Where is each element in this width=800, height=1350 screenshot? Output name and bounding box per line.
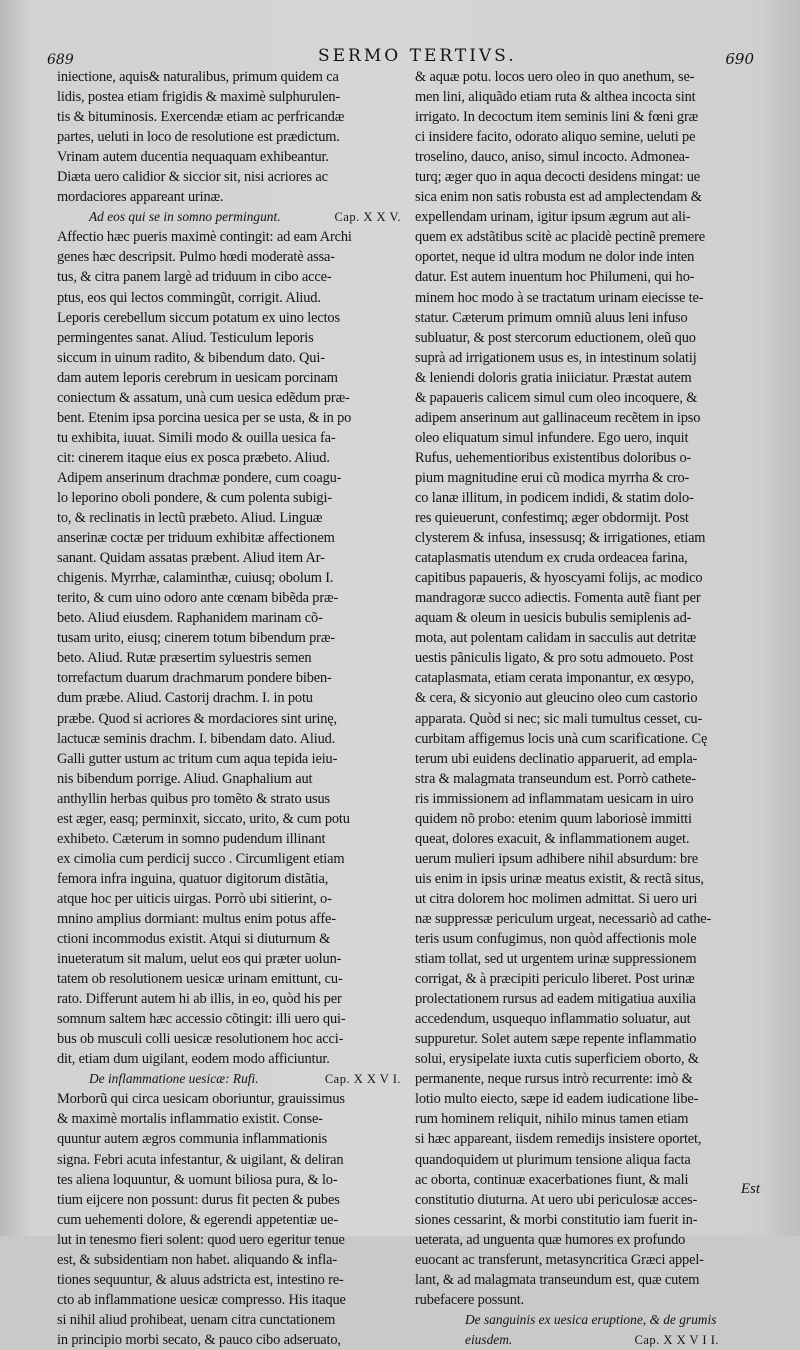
text-line: aquam & oleum in uesicis bubulis semiplenis ad- [415, 610, 692, 627]
text-line: uestis pãniculis ligato, & pro sotu admoueto. Post [415, 650, 694, 667]
text-line: expellendam urinam, igitur ipsum ægrum aut ali- [415, 209, 691, 226]
text-line: est æger, easq; perminxit, siccato, urito, & cum potu [57, 810, 350, 827]
chapter-heading [57, 1069, 409, 1089]
text-line: coniectum & assatum, unà cum uesica edẽdum præ- [57, 389, 350, 406]
text-line: ctioni incommodus existit. Atqui si diuturnum & [57, 931, 331, 948]
text-line: pium magnitudine erui cũ modica myrrha & cro- [415, 469, 690, 486]
text-line: Leporis cerebellum siccum potatum ex uino lectos [57, 309, 340, 326]
text-line: tiones sequuntur, & aluus adstricta est, intestino re- [57, 1271, 344, 1288]
text-line: adipem anserinum aut gallinaceum recẽtem in ipso [415, 409, 701, 426]
text-line: accedendum, usquequo inflammatio soluatur, aut [415, 1011, 691, 1028]
text-line: & leniendi doloris gratia iniiciatur. Præstat autem [415, 369, 692, 386]
text-line: Diæta uero calidior & siccior sit, nisi acriores ac [57, 169, 328, 186]
catchword: Est [740, 1181, 760, 1197]
chapter-heading [415, 1310, 767, 1330]
text-line: & cera, & sicyonio aut gleucino oleo cum castorio [415, 690, 698, 707]
text-line: Galli gutter ustum ac tritum cum aqua tepida ieiu- [57, 750, 338, 767]
text-line: & aquæ potu. locos uero oleo in quo anethum, se- [415, 69, 695, 85]
text-line: rum hominem reliquit, nihilo minus tamen etiam [415, 1111, 689, 1128]
text-line: tu exhibita, iuuat. Simili modo & ouilla uesica fa- [57, 429, 336, 446]
text-line: quuntur autem ægros communia inflammationis [57, 1131, 328, 1148]
text-line: uis enim in ipsis urinæ meatus existit, & rectã situs, [415, 870, 704, 887]
text-line: terum ubi euidens declinatio apparuerit, ad empla- [415, 750, 698, 767]
text-line: subluatur, & post stercorum eductionem, oleũ quo [415, 329, 696, 346]
text-line: datur. Est autem inuentum hoc Philumeni, qui ho- [415, 269, 695, 286]
text-line: Affectio hæc pueris maximè contingit: ad eam Archi [57, 229, 352, 246]
right-column [415, 67, 767, 1350]
text-line: rubefacere possunt. [415, 1291, 525, 1308]
text-line: Morborũ qui circa uesicam oboriuntur, grauissimus [57, 1091, 345, 1108]
text-line: inueteratum sit malum, uelut eos qui præter uolun- [57, 951, 342, 968]
chapter-heading [415, 1330, 767, 1350]
text-line: to, & reclinatis in lectũ præbeto. Aliud. Linguæ [57, 510, 323, 527]
text-line: in principio morbi secato, & pauco cibo adseruato, [57, 1331, 341, 1348]
text-line: mota, aut polentam calidam in sacculis aut detritæ [415, 630, 697, 647]
text-line: Adipem anserinum drachmæ pondere, cum coagu- [57, 469, 342, 486]
text-line: cataplasmata, etiam cerata imponantur, ex œsypo, [415, 670, 695, 687]
text-line: bus ob musculi colli uesicæ resolutionem hoc acci- [57, 1031, 344, 1048]
text-line: lo leporino oboli pondere, & cum polenta subigi- [57, 489, 332, 506]
text-line: prolectationem rursus ad eadem mitigatiua auxilia [415, 991, 696, 1008]
text-line: permingentes sanat. Aliud. Testiculum leporis [57, 329, 314, 346]
text-line: genes hæc descripsit. Pulmo hœdi moderatè assa- [57, 249, 335, 266]
text-line: siones cessarint, & morbi constitutio iam fuerit in- [415, 1211, 698, 1228]
text-line: turq; æger quo in aqua decocti desidens mingat: ue [415, 169, 701, 186]
text-line: sica enim non satis robusta est ad amplectendam & [415, 189, 702, 206]
text-line: minem hoc modo à se tractatum urinam eiecisse te- [415, 289, 704, 306]
text-line: oportet, neque id ultra modum ne dolor inde inten [415, 249, 695, 266]
text-line: anserinæ coctæ per triduum exhibitæ affectionem [57, 530, 335, 547]
text-line: siccum in uinum radito, & bibendum dato. Qui- [57, 349, 325, 366]
text-line: somnum saltem hæc accessio cõtingit: illi uero qui- [57, 1011, 346, 1028]
chapter-title: eiusdem. [465, 1331, 513, 1347]
text-line: cit: cinerem itaque eius ex posca præbeto. Aliud. [57, 449, 330, 466]
text-line: cataplasmatis utendum ex cruda ordeacea farina, [415, 550, 688, 567]
chapter-number: Cap. X X V I. [324, 1072, 401, 1087]
text-line: terito, & cum uino odoro ante cœnam bibẽda præ- [57, 590, 339, 607]
text-line: & papaueris calicem simul cum oleo incoquere, & [415, 389, 698, 406]
text-line: ueterata, ad unguenta quæ humores ex profundo [415, 1231, 686, 1248]
chapter-title: De inflammatione uesicæ: Rufi. [89, 1071, 259, 1087]
text-line: signa. Febri acuta infestantur, & uigilant, & deliran [57, 1151, 344, 1168]
text-line: iniectione, aquis& naturalibus, primum quidem ca [57, 69, 339, 85]
text-line: ci insidere facito, odorato aliquo semine, ueluti pe [415, 129, 696, 146]
text-line: lactucæ seminis drachm. I. bibendam dato. Aliud. [57, 730, 336, 747]
text-line: est, & subsidentiam non habet. aliquando & infla- [57, 1251, 338, 1268]
text-line: clysterem & infusa, insessusq; & irrigationes, etiam [415, 530, 706, 547]
text-line: chigenis. Myrrhæ, calaminthæ, cuiusq; obolum I. [57, 570, 334, 587]
text-line: dam autem leporis cerebrum in uesicam porcinam [57, 369, 338, 386]
text-line: res quieuerunt, confestimq; æger obdormijt. Post [415, 510, 689, 527]
chapter-number: Cap. X X V I I. [634, 1332, 719, 1347]
text-line: rato. Differunt autem hi ab illis, in eo, quòd his per [57, 991, 342, 1008]
text-line: apparata. Quòd si nec; sic mali tumultus cesset, cu- [415, 710, 703, 727]
text-line: atque hoc per uiticis uirgas. Porrò ubi sitierint, o- [57, 890, 332, 907]
text-line: tus, & citra panem largè ad triduum in cibo acce- [57, 269, 332, 286]
text-line: dum præbe. Aliud. Castorij drachm. I. in potu [57, 690, 313, 707]
text-line: Rufus, uehementioribus existentibus doloribus o- [415, 449, 692, 466]
text-line: troselino, dauco, aniso, simul incocto. Admonea- [415, 149, 690, 166]
text-line: ris immissionem ad inflammatam uesicam in uiro [415, 790, 694, 807]
text-line: bent. Etenim ipsa porcina uesica per se usta, & in po [57, 409, 352, 426]
text-line: statur. Cæterum primum omniũ aluus leni infuso [415, 309, 688, 326]
text-line: ex cimolia cum perdicij succo . Circumligent etiam [57, 850, 345, 867]
text-line: quandoquidem ut plurimum tensione aliqua facta [415, 1151, 691, 1168]
text-line: permanente, neque rursus intrò recurrente: imò & [415, 1071, 693, 1088]
text-line: euocant ac transferunt, metasyncritica Græci appel- [415, 1251, 704, 1268]
text-line: & maximè mortalis inflammatio existit. Conse- [57, 1111, 323, 1128]
text-line: anthyllin herbas quibus pro tomẽto & strato usus [57, 790, 330, 807]
text-line: ut citra dolorem hoc molimen admittat. Si uero uri [415, 890, 698, 907]
text-line: præbe. Quod si acriores & mordaciores sint urinę, [57, 710, 337, 727]
text-line: tes aliena loquuntur, & uomunt biliosa pura, & lo- [57, 1171, 338, 1188]
text-line: lut in tenesmo fieri solent: quod uero egeritur tenue [57, 1231, 345, 1248]
text-line: men lini, aliquãdo etiam ruta & althea incocta sint [415, 89, 696, 106]
text-line: co lanæ illitum, in podicem indidi, & statim dolo- [415, 489, 694, 506]
chapter-title: Ad eos qui se in somno permingunt. [89, 209, 281, 225]
running-title: SERMO TERTIVS. [318, 46, 517, 66]
text-line: quem ex adstãtibus scitè ac placidè pectinẽ premere [415, 229, 706, 246]
text-line: stiam tollat, sed ut urgentem urinæ suppressionem [415, 951, 697, 968]
text-line: femora infra inguina, quatuor digitorum distãtia, [57, 870, 329, 887]
chapter-heading [57, 207, 409, 227]
text-line: tusam urito, eiusq; cinerem totum bibendum præ- [57, 630, 335, 647]
text-line: capitibus papaueris, & hyoscyami folijs, ac modico [415, 570, 703, 587]
text-line: næ suppressæ periculum urgeat, necessariò ad cathe- [415, 910, 712, 927]
text-line: lotio multo eiecto, sæpe id eadem iudicatione libe- [415, 1091, 699, 1108]
text-line: curbitam affigemus locis unà cum scarificatione. Cę [415, 730, 708, 747]
text-line: tis & bituminosis. Exercendæ etiam ac perfricandæ [57, 109, 345, 126]
text-line: tatem ob resolutionem uesicæ urinam emittunt, cu- [57, 971, 343, 988]
text-line: partes, ueluti in loco de resolutione est prædictum. [57, 129, 340, 146]
text-line: lidis, postea etiam frigidis & maximè sulphurulen- [57, 89, 341, 106]
text-line: cto ab inflammatione uesicæ compresso. His itaque [57, 1291, 346, 1308]
chapter-title: De sanguinis ex uesica eruptione, & de grumis [465, 1311, 717, 1327]
text-line: Vrinam autem ducentia nequaquam exhibeantur. [57, 149, 329, 166]
text-line: tium eijcere non possunt: durus fit pecten & pubes [57, 1191, 340, 1208]
text-line: exhibeto. Cæterum in somno pudendum illinant [57, 830, 326, 847]
left-column [57, 67, 409, 1350]
text-line: mordaciores appareant urinæ. [57, 189, 224, 206]
text-line: solui, erysipelate iuxta cutis superficiem oborto, & [415, 1051, 699, 1068]
text-line: dit, etiam dum uigilant, eodem modo afficiuntur. [57, 1051, 330, 1068]
text-line: ptus, eos qui lectos commingũt, corrigit. Aliud. [57, 289, 321, 306]
text-line: si nihil aliud prohibeat, uenam citra cunctationem [57, 1311, 336, 1328]
text-line: si hæc appareant, iisdem remedijs insistere oportet, [415, 1131, 702, 1148]
text-line: queat, dolores exacuit, & inflammationem auget. [415, 830, 690, 847]
text-line: ac oborta, continuæ exacerbationes fiunt, & mali [415, 1171, 689, 1188]
text-line: mandragoræ succo adiectis. Fomenta autẽ fiant per [415, 590, 701, 607]
text-line: mnino amplius dormiant: multus enim potus affe- [57, 910, 336, 927]
page-number-left: 689 [47, 52, 74, 68]
text-line: suprà ad irrigationem usus es, in intestinum solatij [415, 349, 697, 366]
text-line: beto. Aliud eiusdem. Raphanidem marinam cõ- [57, 610, 323, 627]
text-line: constitutio diuturna. At uero ubi periculosæ acces- [415, 1191, 698, 1208]
text-line: sanant. Quidam assatas præbent. Aliud item Ar- [57, 550, 325, 567]
text-line: uerum mulieri ipsum adhibere nihil absurdum: bre [415, 850, 698, 867]
text-line: suppuretur. Solet autem sæpe repente inflammatio [415, 1031, 697, 1048]
chapter-number: Cap. X X V. [334, 210, 401, 225]
page-number-right: 690 [725, 50, 754, 68]
text-line: nis bibendum porrige. Aliud. Gnaphalium aut [57, 770, 313, 787]
text-line: cum uehementi dolore, & egerendi appetentiæ ue- [57, 1211, 339, 1228]
text-line: teris usum confugimus, non quòd affectionis mole [415, 931, 697, 948]
text-line: lant, & ad malagmata transeundum est, quæ cutem [415, 1271, 700, 1288]
text-line: irrigato. In decoctum item seminis lini & fœni græ [415, 109, 699, 126]
text-line: stra & malagmata transeundum est. Porrò cathete- [415, 770, 696, 787]
text-line: oleo eliquatum simul infundere. Ego uero, inquit [415, 429, 689, 446]
text-line: torrefactum duarum drachmarum pondere biben- [57, 670, 332, 687]
text-line: quidem nõ probo: etenim quum laboriosè immitti [415, 810, 692, 827]
text-line: corrigat, & à præcipiti periculo liberet. Post urinæ [415, 971, 695, 988]
text-line: beto. Aliud. Rutæ præsertim syluestris semen [57, 650, 312, 667]
